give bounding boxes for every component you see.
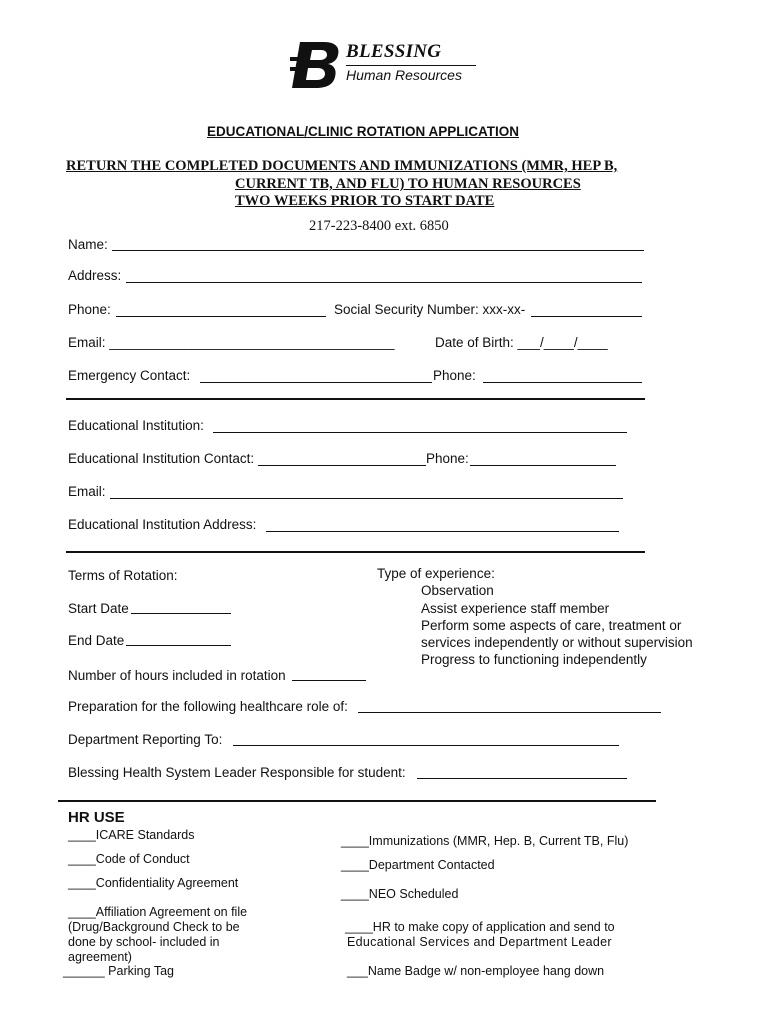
start-date-field[interactable] bbox=[131, 613, 231, 614]
brand-subtitle: Human Resources bbox=[346, 67, 462, 83]
dob-label[interactable]: Date of Birth: ___/____/____ bbox=[435, 335, 608, 350]
experience-option-perform[interactable]: Perform some aspects of care, treatment or bbox=[421, 618, 682, 633]
form-title: EDUCATIONAL/CLINIC ROTATION APPLICATION bbox=[207, 124, 519, 139]
institution-contact-field[interactable] bbox=[258, 465, 426, 466]
phone-label: Phone: bbox=[68, 302, 111, 317]
phone-field[interactable] bbox=[116, 316, 326, 317]
end-date-label: End Date bbox=[68, 633, 125, 648]
institution-contact-label: Educational Institution Contact: bbox=[68, 451, 255, 466]
leader-field[interactable] bbox=[417, 778, 627, 779]
hours-field[interactable] bbox=[292, 680, 366, 681]
instruction-line-3: TWO WEEKS PRIOR TO START DATE bbox=[235, 193, 495, 209]
emergency-contact-field[interactable] bbox=[200, 382, 432, 383]
hr-department-contacted[interactable]: ____Department Contacted bbox=[341, 858, 495, 872]
hr-copy-application-cont: Educational Services and Department Leader bbox=[347, 935, 612, 949]
leader-label: Blessing Health System Leader Responsible for student: bbox=[68, 765, 406, 780]
section-divider-1 bbox=[66, 398, 645, 400]
institution-address-field[interactable] bbox=[266, 531, 619, 532]
hr-name-badge[interactable]: ___Name Badge w/ non-employee hang down bbox=[347, 964, 605, 978]
hr-affiliation-note-2: done by school- included in bbox=[68, 935, 220, 949]
experience-label: Type of experience: bbox=[377, 566, 495, 581]
address-label: Address: bbox=[68, 268, 122, 283]
brand-divider bbox=[346, 65, 476, 66]
section-divider-3 bbox=[58, 800, 656, 802]
hr-use-heading: HR USE bbox=[68, 809, 125, 826]
email-label[interactable]: Email: ______________________________________ bbox=[68, 335, 395, 350]
emergency-contact-label: Emergency Contact: bbox=[68, 368, 191, 383]
instruction-line-2: CURRENT TB, AND FLU) TO HUMAN RESOURCES bbox=[235, 176, 581, 192]
experience-option-progress[interactable]: Progress to functioning independently bbox=[421, 652, 647, 667]
role-field[interactable] bbox=[358, 712, 661, 713]
institution-phone-field[interactable] bbox=[470, 465, 616, 466]
hr-phone-number: 217-223-8400 ext. 6850 bbox=[309, 218, 449, 234]
institution-address-label: Educational Institution Address: bbox=[68, 517, 257, 532]
hr-affiliation-note-3: agreement) bbox=[68, 950, 132, 964]
hr-confidentiality[interactable]: ____Confidentiality Agreement bbox=[68, 876, 239, 890]
hr-copy-application[interactable]: ____HR to make copy of application and send to bbox=[345, 920, 615, 934]
experience-option-observation[interactable]: Observation bbox=[421, 583, 494, 598]
emergency-phone-field[interactable] bbox=[483, 382, 642, 383]
name-label: Name: bbox=[68, 237, 108, 252]
blessing-logo-icon bbox=[290, 40, 344, 90]
institution-field[interactable] bbox=[213, 432, 627, 433]
institution-phone-label: Phone: bbox=[426, 451, 469, 466]
name-field[interactable] bbox=[112, 250, 644, 251]
terms-label: Terms of Rotation: bbox=[68, 568, 178, 583]
hr-affiliation-note-1: (Drug/Background Check to be bbox=[68, 920, 240, 934]
experience-option-assist[interactable]: Assist experience staff member bbox=[421, 601, 610, 616]
hr-parking-tag[interactable]: ______ Parking Tag bbox=[63, 964, 174, 978]
hr-affiliation-agreement[interactable]: ____Affiliation Agreement on file bbox=[68, 905, 248, 919]
ssn-field[interactable] bbox=[531, 316, 642, 317]
hours-label: Number of hours included in rotation bbox=[68, 668, 286, 683]
institution-email-field[interactable] bbox=[110, 498, 623, 499]
role-label: Preparation for the following healthcare role of: bbox=[68, 699, 348, 714]
institution-email-label: Email: bbox=[68, 484, 106, 499]
hr-code-of-conduct[interactable]: ____Code of Conduct bbox=[68, 852, 190, 866]
start-date-label: Start Date bbox=[68, 601, 129, 616]
instruction-line-1: RETURN THE COMPLETED DOCUMENTS AND IMMUNIZATIONS (MMR, HEP B, bbox=[66, 158, 618, 174]
address-field[interactable] bbox=[126, 282, 642, 283]
brand-name: BLESSING bbox=[346, 41, 442, 62]
emergency-phone-label: Phone: bbox=[433, 368, 476, 383]
end-date-field[interactable] bbox=[126, 645, 231, 646]
hr-neo-scheduled[interactable]: ____NEO Scheduled bbox=[341, 887, 459, 901]
experience-option-perform-cont: services independently or without supervision bbox=[421, 635, 693, 650]
ssn-label: Social Security Number: xxx-xx- bbox=[334, 302, 526, 317]
section-divider-2 bbox=[66, 551, 645, 553]
department-label: Department Reporting To: bbox=[68, 732, 223, 747]
institution-label: Educational Institution: bbox=[68, 418, 204, 433]
department-field[interactable] bbox=[233, 745, 619, 746]
hr-immunizations[interactable]: ____Immunizations (MMR, Hep. B, Current TB, Flu) bbox=[341, 834, 629, 848]
hr-icare-standards[interactable]: ____ICARE Standards bbox=[68, 828, 195, 842]
